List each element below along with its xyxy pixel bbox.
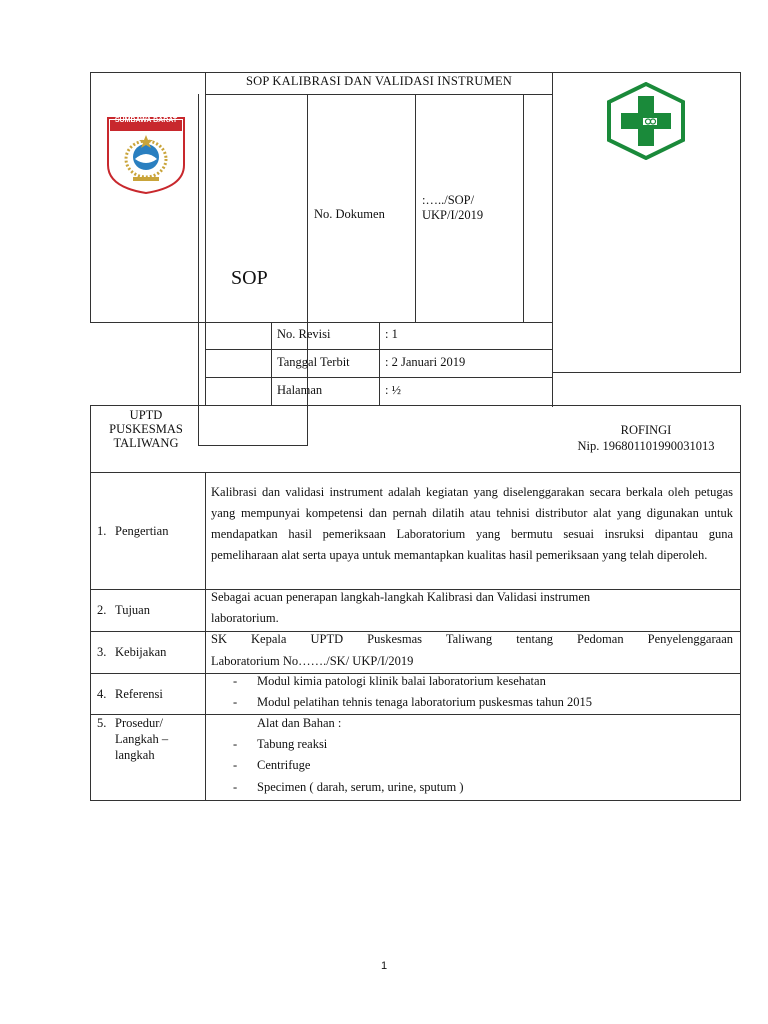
- signer-nip: Nip. 196801101990031013: [577, 439, 715, 453]
- revision-label: No. Revisi: [277, 327, 331, 341]
- revision-value: : 1: [385, 327, 398, 341]
- prosedur-item: Centrifuge: [257, 758, 311, 772]
- org-name-line-2: PUSKESMAS: [109, 422, 183, 436]
- section-text-tujuan-2: laboratorium.: [211, 611, 279, 625]
- section-number-5: 5.: [97, 716, 107, 730]
- page-label: Halaman: [277, 383, 323, 397]
- section-number-3: 3.: [97, 645, 107, 659]
- section-number-2: 2.: [97, 603, 107, 617]
- org-name-line-3: TALIWANG: [113, 436, 179, 450]
- section-text-tujuan-1: Sebagai acuan penerapan langkah-langkah Kalibrasi dan Validasi instrumen: [211, 590, 591, 604]
- issue-date-label: Tanggal Terbit: [277, 355, 350, 369]
- referensi-item: Modul pelatihan tehnis tenaga laboratorium puskesmas tahun 2015: [257, 695, 592, 709]
- section-label-prosedur-3: langkah: [115, 748, 155, 762]
- crest-banner-text: SUMBAWA BARAT: [114, 117, 178, 124]
- bullet-marker: -: [233, 758, 238, 772]
- bullet-marker: -: [233, 780, 238, 794]
- referensi-item: Modul kimia patologi klinik balai laboratorium kesehatan: [257, 674, 546, 688]
- issue-date-value: : 2 Januari 2019: [385, 355, 466, 369]
- section-number-4: 4.: [97, 687, 107, 701]
- section-label-tujuan: Tujuan: [115, 603, 150, 617]
- section-label-pengertian: Pengertian: [115, 524, 169, 538]
- section-number-1: 1.: [97, 524, 107, 538]
- sumbawa-barat-crest-icon: [105, 115, 187, 195]
- prosedur-item: Specimen ( darah, serum, urine, sputum ): [257, 780, 464, 794]
- prosedur-item: Tabung reaksi: [257, 737, 328, 751]
- doc-number-value-1: :…../SOP/: [422, 193, 475, 207]
- section-label-prosedur-2: Langkah –: [115, 732, 169, 746]
- section-label-referensi: Referensi: [115, 687, 163, 701]
- signer-name: ROFINGI: [620, 423, 672, 437]
- bullet-marker: -: [233, 737, 238, 751]
- doc-number-label: No. Dokumen: [314, 207, 385, 221]
- section-text-kebijakan-1: SK Kepala UPTD Puskesmas Taliwang tentang Pedoman Penyelenggaraan: [211, 632, 733, 646]
- bullet-marker: -: [233, 674, 238, 688]
- prosedur-heading: Alat dan Bahan :: [257, 716, 342, 730]
- section-label-kebijakan: Kebijakan: [115, 645, 167, 659]
- page-value: : ½: [385, 383, 401, 397]
- section-text-kebijakan-2: Laboratorium No……./SK/ UKP/I/2019: [211, 654, 414, 668]
- org-name-line-1: UPTD: [129, 408, 163, 422]
- puskesmas-logo-icon: [606, 82, 686, 160]
- section-text-pengertian: Kalibrasi dan validasi instrument adalah kegiatan yang diselenggarakan secara berkala oleh petugas yang mempunyai kompetensi dan pernah dilatih atau tehnisi distributor alat yang digunakan untuk mendapatkan hasil pemeriksaan Laboratorium yang bermutu sesuai insruksi dipantau guna pemeliharaan alat serta upaya untuk memantapkan kualitas hasil pemeriksaan yang telah diperoleh.: [211, 485, 733, 562]
- sop-label: SOP: [231, 267, 268, 289]
- section-label-prosedur-1: Prosedur/: [115, 716, 163, 730]
- bullet-marker: -: [233, 695, 238, 709]
- document-title: SOP KALIBRASI DAN VALIDASI INSTRUMEN: [245, 74, 513, 88]
- page-number: 1: [380, 960, 388, 972]
- doc-number-value-2: UKP/I/2019: [422, 208, 484, 222]
